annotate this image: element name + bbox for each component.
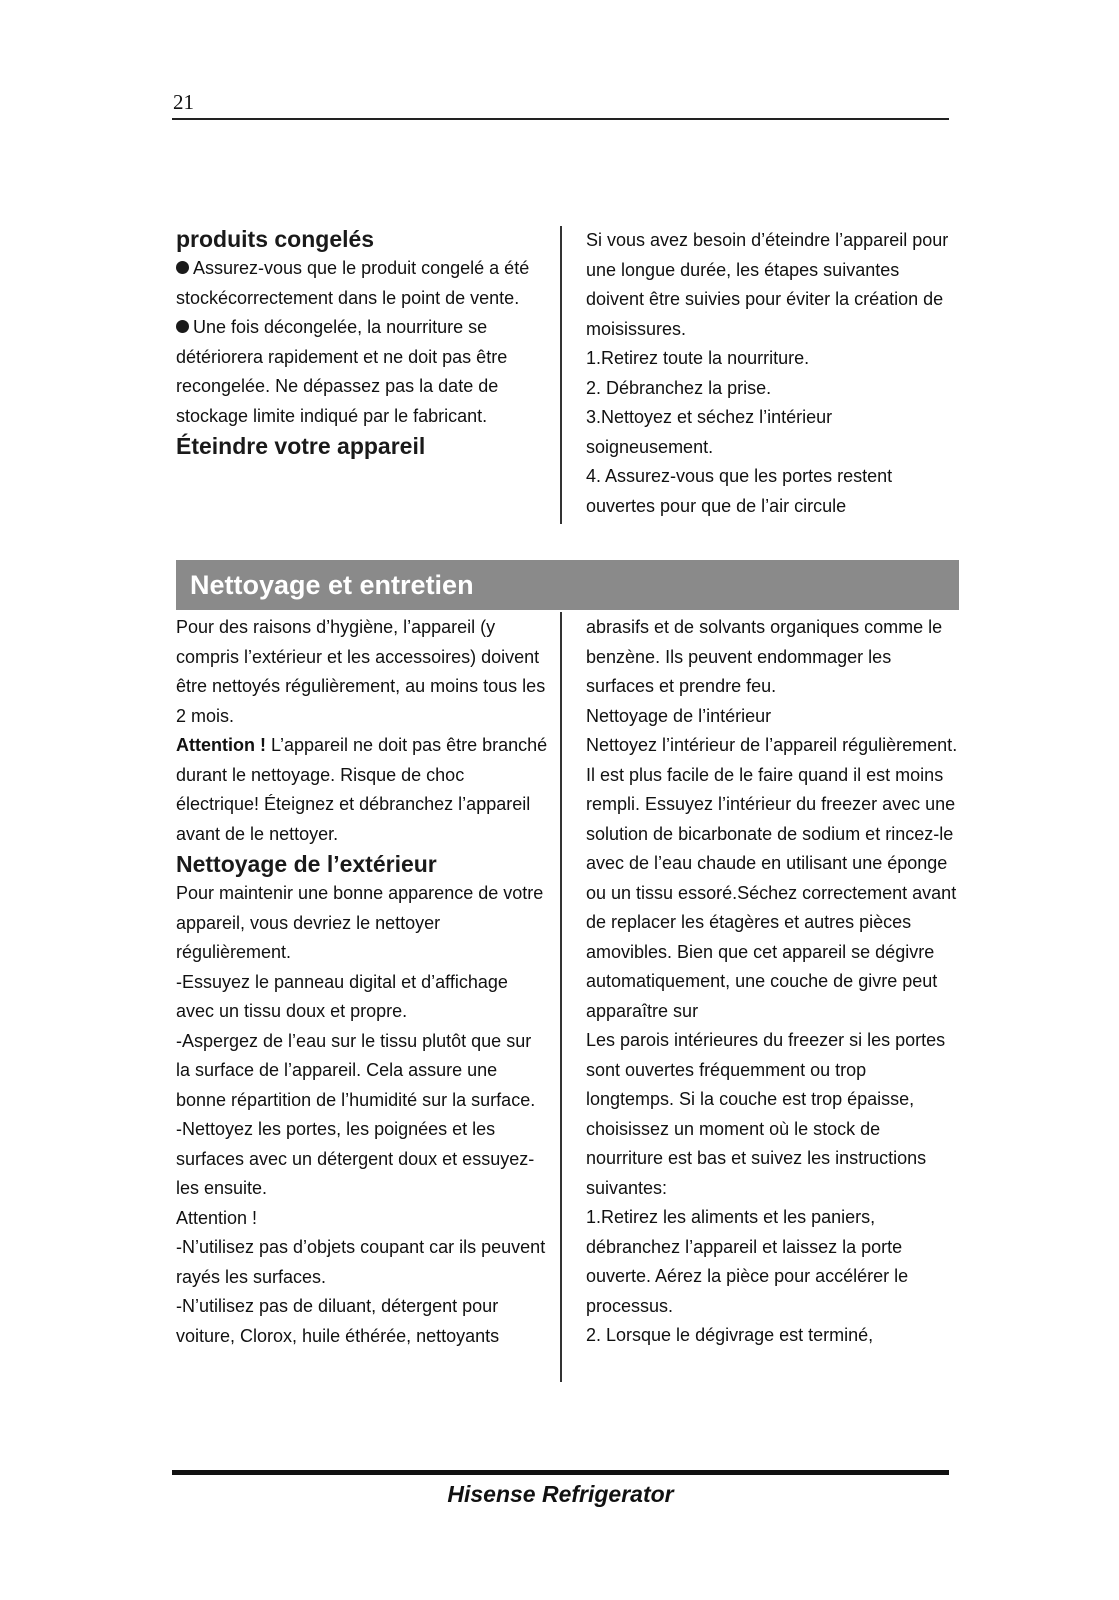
- header-rule: [172, 118, 949, 120]
- exterior-intro: Pour maintenir une bonne apparence de votre appareil, vous devriez le nettoyer régulièrement.: [176, 883, 544, 962]
- bullet-text: Une fois décongelée, la nourriture se détériorera rapidement et ne doit pas être recongelée. Ne dépassez pas la date de stockage limite indiqué par le fabricant.: [176, 317, 508, 426]
- top-right-column: [586, 226, 956, 521]
- exterior-item: -Essuyez le panneau digital et d’affichage avec un tissu doux et propre.: [176, 971, 508, 1021]
- footer-rule: [172, 1470, 949, 1475]
- continuation-text: abrasifs et de solvants organiques comme le benzène. Ils peuvent endommager les surfaces et prendre feu.: [586, 617, 943, 696]
- interior-heading: Nettoyage de l’intérieur: [586, 705, 772, 726]
- bullet-text: Assurez-vous que le produit congelé a été stockécorrectement dans le point de vente.: [176, 258, 530, 308]
- cleaning-right-column: [586, 613, 958, 1351]
- cleaning-intro: Pour des raisons d’hygiène, l’appareil (y compris l’extérieur et les accessoires) doivent être nettoyés régulièrement, au moins tous les 2 mois.: [176, 617, 546, 726]
- attention-paragraph: [176, 731, 548, 849]
- warning-item: -N’utilisez pas de diluant, détergent pour voiture, Clorox, huile éthérée, nettoyants: [176, 1296, 500, 1346]
- heading-exterior: Nettoyage de l’extérieur: [176, 851, 437, 877]
- interior-text: Les parois intérieures du freezer si les portes sont ouvertes fréquemment ou trop longtemps. Si la couche est trop épaisse, choisissez un moment où le stock de nourriture est bas et suivez les instructions suivantes:: [586, 1030, 946, 1198]
- column-divider-top: [560, 226, 562, 524]
- switch-off-intro: Si vous avez besoin d’éteindre l’appareil pour une longue durée, les étapes suivantes doivent être suivies pour éviter la création de moisissures.: [586, 230, 949, 339]
- step-item: 4. Assurez-vous que les portes restent ouvertes pour que de l’air circule: [586, 466, 893, 516]
- exterior-item: -Nettoyez les portes, les poignées et les surfaces avec un détergent doux et essuyez-les ensuite.: [176, 1119, 535, 1198]
- attention-text: L’appareil ne doit pas être branché durant le nettoyage. Risque de choc électrique! Éteignez et débranchez l’appareil avant de le nettoyer.: [176, 735, 548, 844]
- top-left-column: [176, 224, 536, 461]
- bullet-item: [176, 254, 536, 313]
- column-divider-bottom: [560, 612, 562, 1382]
- heading-switch-off: Éteindre votre appareil: [176, 433, 426, 459]
- heading-frozen-products: produits congelés: [176, 226, 375, 252]
- bullet-icon: [176, 320, 189, 333]
- section-title-banner: Nettoyage et entretien: [176, 560, 959, 610]
- bullet-icon: [176, 261, 189, 274]
- interior-text: Nettoyez l’intérieur de l’appareil régulièrement. Il est plus facile de le faire quand il est moins rempli. Essuyez l’intérieur du freezer avec une solution de bicarbonate de sodium et rincez-le avec de l’eau chaude en utilisant une éponge ou un tissu essoré.Séchez correctement avant de replacer les étagères et autres pièces amovibles. Bien que cet appareil se dégivre automatiquement, une couche de givre peut apparaître sur: [586, 735, 958, 1021]
- step-item: 2. Débranchez la prise.: [586, 377, 772, 398]
- attention-label: Attention !: [176, 735, 266, 755]
- cleaning-left-column: [176, 613, 548, 1351]
- defrost-step: 1.Retirez les aliments et les paniers, débranchez l’appareil et laissez la porte ouverte. Aérez la pièce pour accélérer le processus.: [586, 1207, 909, 1316]
- defrost-step: 2. Lorsque le dégivrage est terminé,: [586, 1325, 874, 1345]
- attention-heading: Attention !: [176, 1207, 258, 1228]
- page-number: 21: [173, 90, 194, 114]
- step-item: 3.Nettoyez et séchez l’intérieur soigneusement.: [586, 407, 833, 457]
- bullet-item: [176, 313, 536, 431]
- warning-item: -N’utilisez pas d’objets coupant car ils peuvent rayés les surfaces.: [176, 1237, 546, 1287]
- step-item: 1.Retirez toute la nourriture.: [586, 348, 810, 368]
- exterior-item: -Aspergez de l’eau sur le tissu plutôt que sur la surface de l’appareil. Cela assure une bonne répartition de l’humidité sur la surface.: [176, 1030, 536, 1110]
- footer-brand: Hisense Refrigerator: [447, 1481, 674, 1507]
